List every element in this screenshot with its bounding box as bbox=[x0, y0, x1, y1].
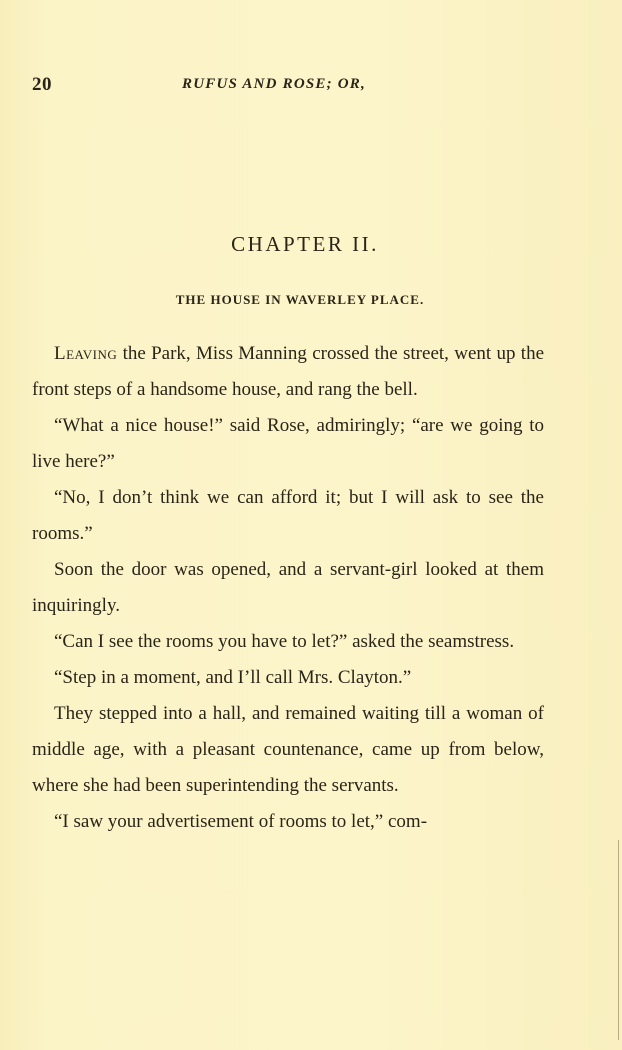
running-title: RUFUS AND ROSE; OR, bbox=[182, 76, 366, 92]
paragraph-text: the Park, Miss Manning crossed the street, went up the front steps of a handsome house, and rang the bell. bbox=[32, 343, 544, 400]
paragraph: They stepped into a hall, and remained waiting till a woman of middle age, with a pleasant countenance, came up from below, where she had been superintending the servants. bbox=[32, 703, 544, 796]
chapter-heading: CHAPTER II. bbox=[231, 232, 379, 256]
page-edge-line bbox=[618, 840, 619, 1040]
body-text bbox=[32, 336, 544, 840]
paragraph: Soon the door was opened, and a servant-girl looked at them inquiringly. bbox=[32, 559, 544, 616]
chapter-subtitle: THE HOUSE IN WAVERLEY PLACE. bbox=[175, 292, 425, 307]
paragraph bbox=[32, 336, 544, 408]
paragraph: “What a nice house!” said Rose, admiringly; “are we going to live here?” bbox=[32, 415, 544, 472]
page-number: 20 bbox=[32, 74, 52, 95]
paragraph: “No, I don’t think we can afford it; but I will ask to see the rooms.” bbox=[32, 487, 544, 544]
paragraph: “I saw your advertisement of rooms to let,” com- bbox=[54, 811, 428, 832]
paragraph-lead-word: Leaving bbox=[54, 343, 118, 364]
paragraph: “Step in a moment, and I’ll call Mrs. Clayton.” bbox=[54, 667, 412, 688]
paragraph: “Can I see the rooms you have to let?” asked the seamstress. bbox=[54, 631, 515, 652]
running-head bbox=[32, 74, 552, 98]
